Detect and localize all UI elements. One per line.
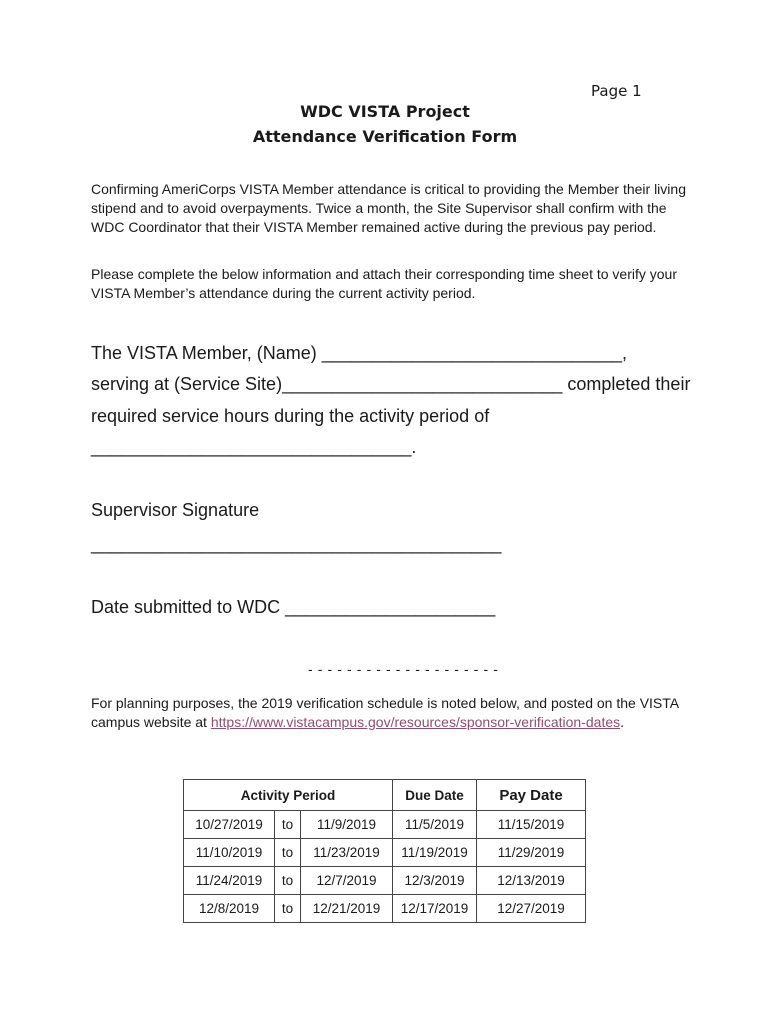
table-row <box>184 867 586 895</box>
schedule-paragraph <box>91 694 687 731</box>
pay-date-cell: 11/29/2019 <box>477 839 586 867</box>
verification-dates-link[interactable]: https://www.vistacampus.gov/resources/sponsor-verification-dates <box>210 713 621 730</box>
supervisor-signature-field[interactable]: _________________________________________ <box>91 534 502 554</box>
due-date-cell: 12/3/2019 <box>393 867 477 895</box>
table-row <box>184 839 586 867</box>
schedule-text-end: . <box>620 713 625 730</box>
pay-date-cell: 12/27/2019 <box>477 895 586 923</box>
period-start-cell: 11/24/2019 <box>184 867 275 895</box>
table-row <box>184 895 586 923</box>
pay-date-cell: 12/13/2019 <box>477 867 586 895</box>
period-start-cell: 11/10/2019 <box>184 839 275 867</box>
period-end-cell: 12/21/2019 <box>301 895 393 923</box>
verification-schedule-table <box>183 779 586 923</box>
period-end-cell: 11/9/2019 <box>301 811 393 839</box>
service-site-line[interactable]: serving at (Service Site)____________________________ completed their <box>91 374 691 394</box>
due-date-cell: 11/5/2019 <box>393 811 477 839</box>
pay-date-cell: 11/15/2019 <box>477 811 586 839</box>
date-submitted-line[interactable]: Date submitted to WDC _____________________ <box>91 597 496 617</box>
period-start-cell: 10/27/2019 <box>184 811 275 839</box>
instructions-paragraph: Please complete the below information and attach their corresponding time sheet to verify your VISTA Member’s attendance during the current activity period. <box>91 266 677 301</box>
section-separator: - - - - - - - - - - - - - - - - - - - - <box>308 661 499 677</box>
form-title: WDC VISTA Project <box>300 102 470 121</box>
table-row <box>184 811 586 839</box>
member-name-line[interactable]: The VISTA Member, (Name) ______________________________, <box>91 343 628 363</box>
supervisor-signature-label: Supervisor Signature <box>91 500 260 520</box>
due-date-cell: 12/17/2019 <box>393 895 477 923</box>
page-number: Page 1 <box>591 82 642 100</box>
schedule-text: For planning purposes, the 2019 verification schedule is noted below, and posted on the VISTA campus website at <box>91 695 679 730</box>
activity-period-header: Activity Period <box>184 780 393 811</box>
period-to-cell: to <box>275 839 301 867</box>
form-subtitle: Attendance Verification Form <box>252 127 518 146</box>
activity-period-field[interactable]: ________________________________. <box>91 437 417 457</box>
pay-date-header: Pay Date <box>477 780 586 811</box>
period-to-cell: to <box>275 895 301 923</box>
due-date-cell: 11/19/2019 <box>393 839 477 867</box>
period-end-cell: 11/23/2019 <box>301 839 393 867</box>
period-start-cell: 12/8/2019 <box>184 895 275 923</box>
table-header-row <box>184 780 586 811</box>
period-end-cell: 12/7/2019 <box>301 867 393 895</box>
period-to-cell: to <box>275 867 301 895</box>
intro-paragraph: Confirming AmeriCorps VISTA Member attendance is critical to providing the Member their living stipend and to avoid overpayments. Twice a month, the Site Supervisor shall confirm with the WDC Coordinator that their VISTA Member remained active during the previous pay period. <box>91 181 686 235</box>
service-hours-line: required service hours during the activity period of <box>91 406 490 426</box>
due-date-header: Due Date <box>393 780 477 811</box>
period-to-cell: to <box>275 811 301 839</box>
